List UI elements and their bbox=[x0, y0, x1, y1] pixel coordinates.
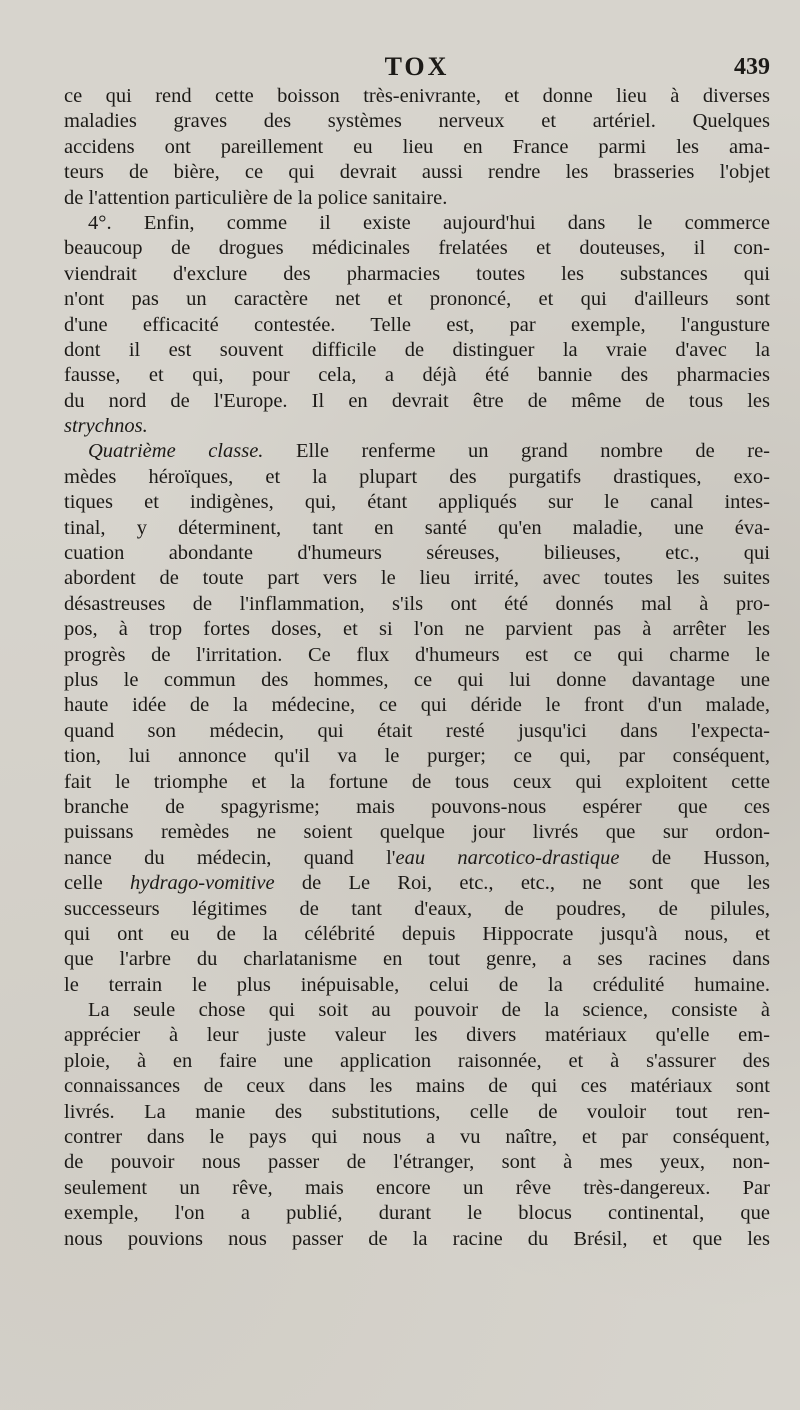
text-line: successeurs légitimes de tant d'eaux, de poudres, de pilules, bbox=[64, 897, 770, 920]
text-line: du nord de l'Europe. Il en devrait être de même de tous les bbox=[64, 389, 770, 412]
text-line: dont il est souvent difficile de distinguer la vraie d'avec la bbox=[64, 338, 770, 361]
text-line: maladies graves des systèmes nerveux et artériel. Quelques bbox=[64, 110, 770, 133]
text-line: viendrait d'exclure des pharmacies toutes les substances qui bbox=[64, 262, 770, 285]
text-line: progrès de l'irritation. Ce flux d'humeurs est ce qui charme le bbox=[64, 643, 770, 666]
text-line: seulement un rêve, mais encore un rêve très-dangereux. Par bbox=[64, 1176, 770, 1199]
text-segment: celle bbox=[64, 872, 130, 895]
text-line: La seule chose qui soit au pouvoir de la science, consiste à bbox=[88, 999, 770, 1022]
text-line: n'ont pas un caractère net et prononcé, et qui d'ailleurs sont bbox=[64, 288, 770, 311]
running-head: TOX bbox=[384, 52, 450, 81]
text-line: haute idée de la médecine, ce qui déride le front d'un malade, bbox=[64, 694, 770, 717]
text-line: le terrain le plus inépuisable, celui de la crédulité humaine. bbox=[64, 973, 770, 996]
text-line bbox=[64, 871, 770, 896]
italic-text: strychnos. bbox=[64, 415, 148, 438]
text-line: tion, lui annonce qu'il va le purger; ce qui, par conséquent, bbox=[64, 745, 770, 768]
text-line: ce qui rend cette boisson très-enivrante, et donne lieu à diverses bbox=[64, 85, 770, 107]
italic-text: eau narcotico-drastique bbox=[395, 846, 620, 869]
text-line: de l'attention particulière de la police sanitaire. bbox=[64, 186, 448, 209]
text-line: mèdes héroïques, et la plupart des purgatifs drastiques, exo- bbox=[64, 465, 770, 488]
text-line: beaucoup de drogues médicinales frelatées et douteuses, il con- bbox=[64, 237, 770, 260]
text-segment: de Le Roi, etc., etc., ne sont que les bbox=[274, 872, 770, 895]
text-line: livrés. La manie des substitutions, celle de vouloir tout ren- bbox=[64, 1100, 770, 1123]
text-line: pos, à trop fortes doses, et si l'on ne parvient pas à arrêter les bbox=[64, 618, 770, 641]
text-line: contrer dans le pays qui nous a vu naître, et par conséquent, bbox=[64, 1126, 770, 1149]
text-line: que l'arbre du charlatanisme en tout genre, a ses racines dans bbox=[64, 948, 770, 971]
text-line: nous pouvions nous passer de la racine du Brésil, et que les bbox=[64, 1227, 770, 1250]
text-line: plus le commun des hommes, ce qui lui donne davantage une bbox=[64, 668, 770, 691]
italic-text: Quatrième classe. bbox=[88, 440, 264, 463]
text-line: qui ont eu de la célébrité depuis Hippocrate jusqu'à nous, et bbox=[64, 922, 770, 945]
body-text bbox=[64, 84, 770, 1252]
text-line: cuation abondante d'humeurs séreuses, bilieuses, etc., qui bbox=[64, 542, 770, 565]
text-line: tiques et indigènes, qui, étant appliqués sur le canal intes- bbox=[64, 491, 770, 514]
text-segment: Elle renferme un grand nombre de re- bbox=[263, 440, 770, 463]
text-line: fausse, et qui, pour cela, a déjà été bannie des pharmacies bbox=[64, 364, 770, 387]
page-number: 439 bbox=[734, 54, 770, 80]
text-line: connaissances de ceux dans les mains de qui ces matériaux sont bbox=[64, 1075, 770, 1098]
text-line: quand son médecin, qui était resté jusqu'ici dans l'expecta- bbox=[64, 719, 770, 742]
text-line: ploie, à en faire une application raisonnée, et à s'assurer des bbox=[64, 1049, 770, 1072]
text-line: teurs de bière, ce qui devrait aussi rendre les brasseries l'objet bbox=[64, 161, 770, 184]
text-line: puissans remèdes ne soient quelque jour livrés que sur ordon- bbox=[64, 821, 770, 844]
text-line: d'une efficacité contestée. Telle est, par exemple, l'angusture bbox=[64, 313, 770, 336]
text-segment: nance du médecin, quand l' bbox=[64, 846, 396, 869]
text-segment: de Husson, bbox=[619, 846, 770, 869]
italic-text: hydrago-vomitive bbox=[129, 872, 275, 895]
text-line: apprécier à leur juste valeur les divers matériaux qu'elle em- bbox=[64, 1024, 770, 1047]
text-line bbox=[64, 439, 770, 464]
text-line: tinal, y déterminent, tant en santé qu'en maladie, une éva- bbox=[64, 516, 770, 539]
text-line: 4°. Enfin, comme il existe aujourd'hui dans le commerce bbox=[88, 211, 770, 234]
text-line: branche de spagyrisme; mais pouvons-nous espérer que ces bbox=[64, 795, 770, 818]
text-line: fait le triomphe et la fortune de tous ceux qui exploitent cette bbox=[64, 770, 770, 793]
text-line: désastreuses de l'inflammation, s'ils ont été donnés mal à pro- bbox=[64, 592, 770, 615]
page-header bbox=[64, 52, 770, 88]
text-line: exemple, l'on a publié, durant le blocus continental, que bbox=[64, 1202, 770, 1225]
text-line: accidens ont pareillement eu lieu en France parmi les ama- bbox=[64, 135, 770, 158]
text-line: de pouvoir nous passer de l'étranger, sont à mes yeux, non- bbox=[64, 1151, 770, 1174]
text-line bbox=[64, 846, 770, 871]
text-line: abordent de toute part vers le lieu irrité, avec toutes les suites bbox=[64, 567, 770, 590]
